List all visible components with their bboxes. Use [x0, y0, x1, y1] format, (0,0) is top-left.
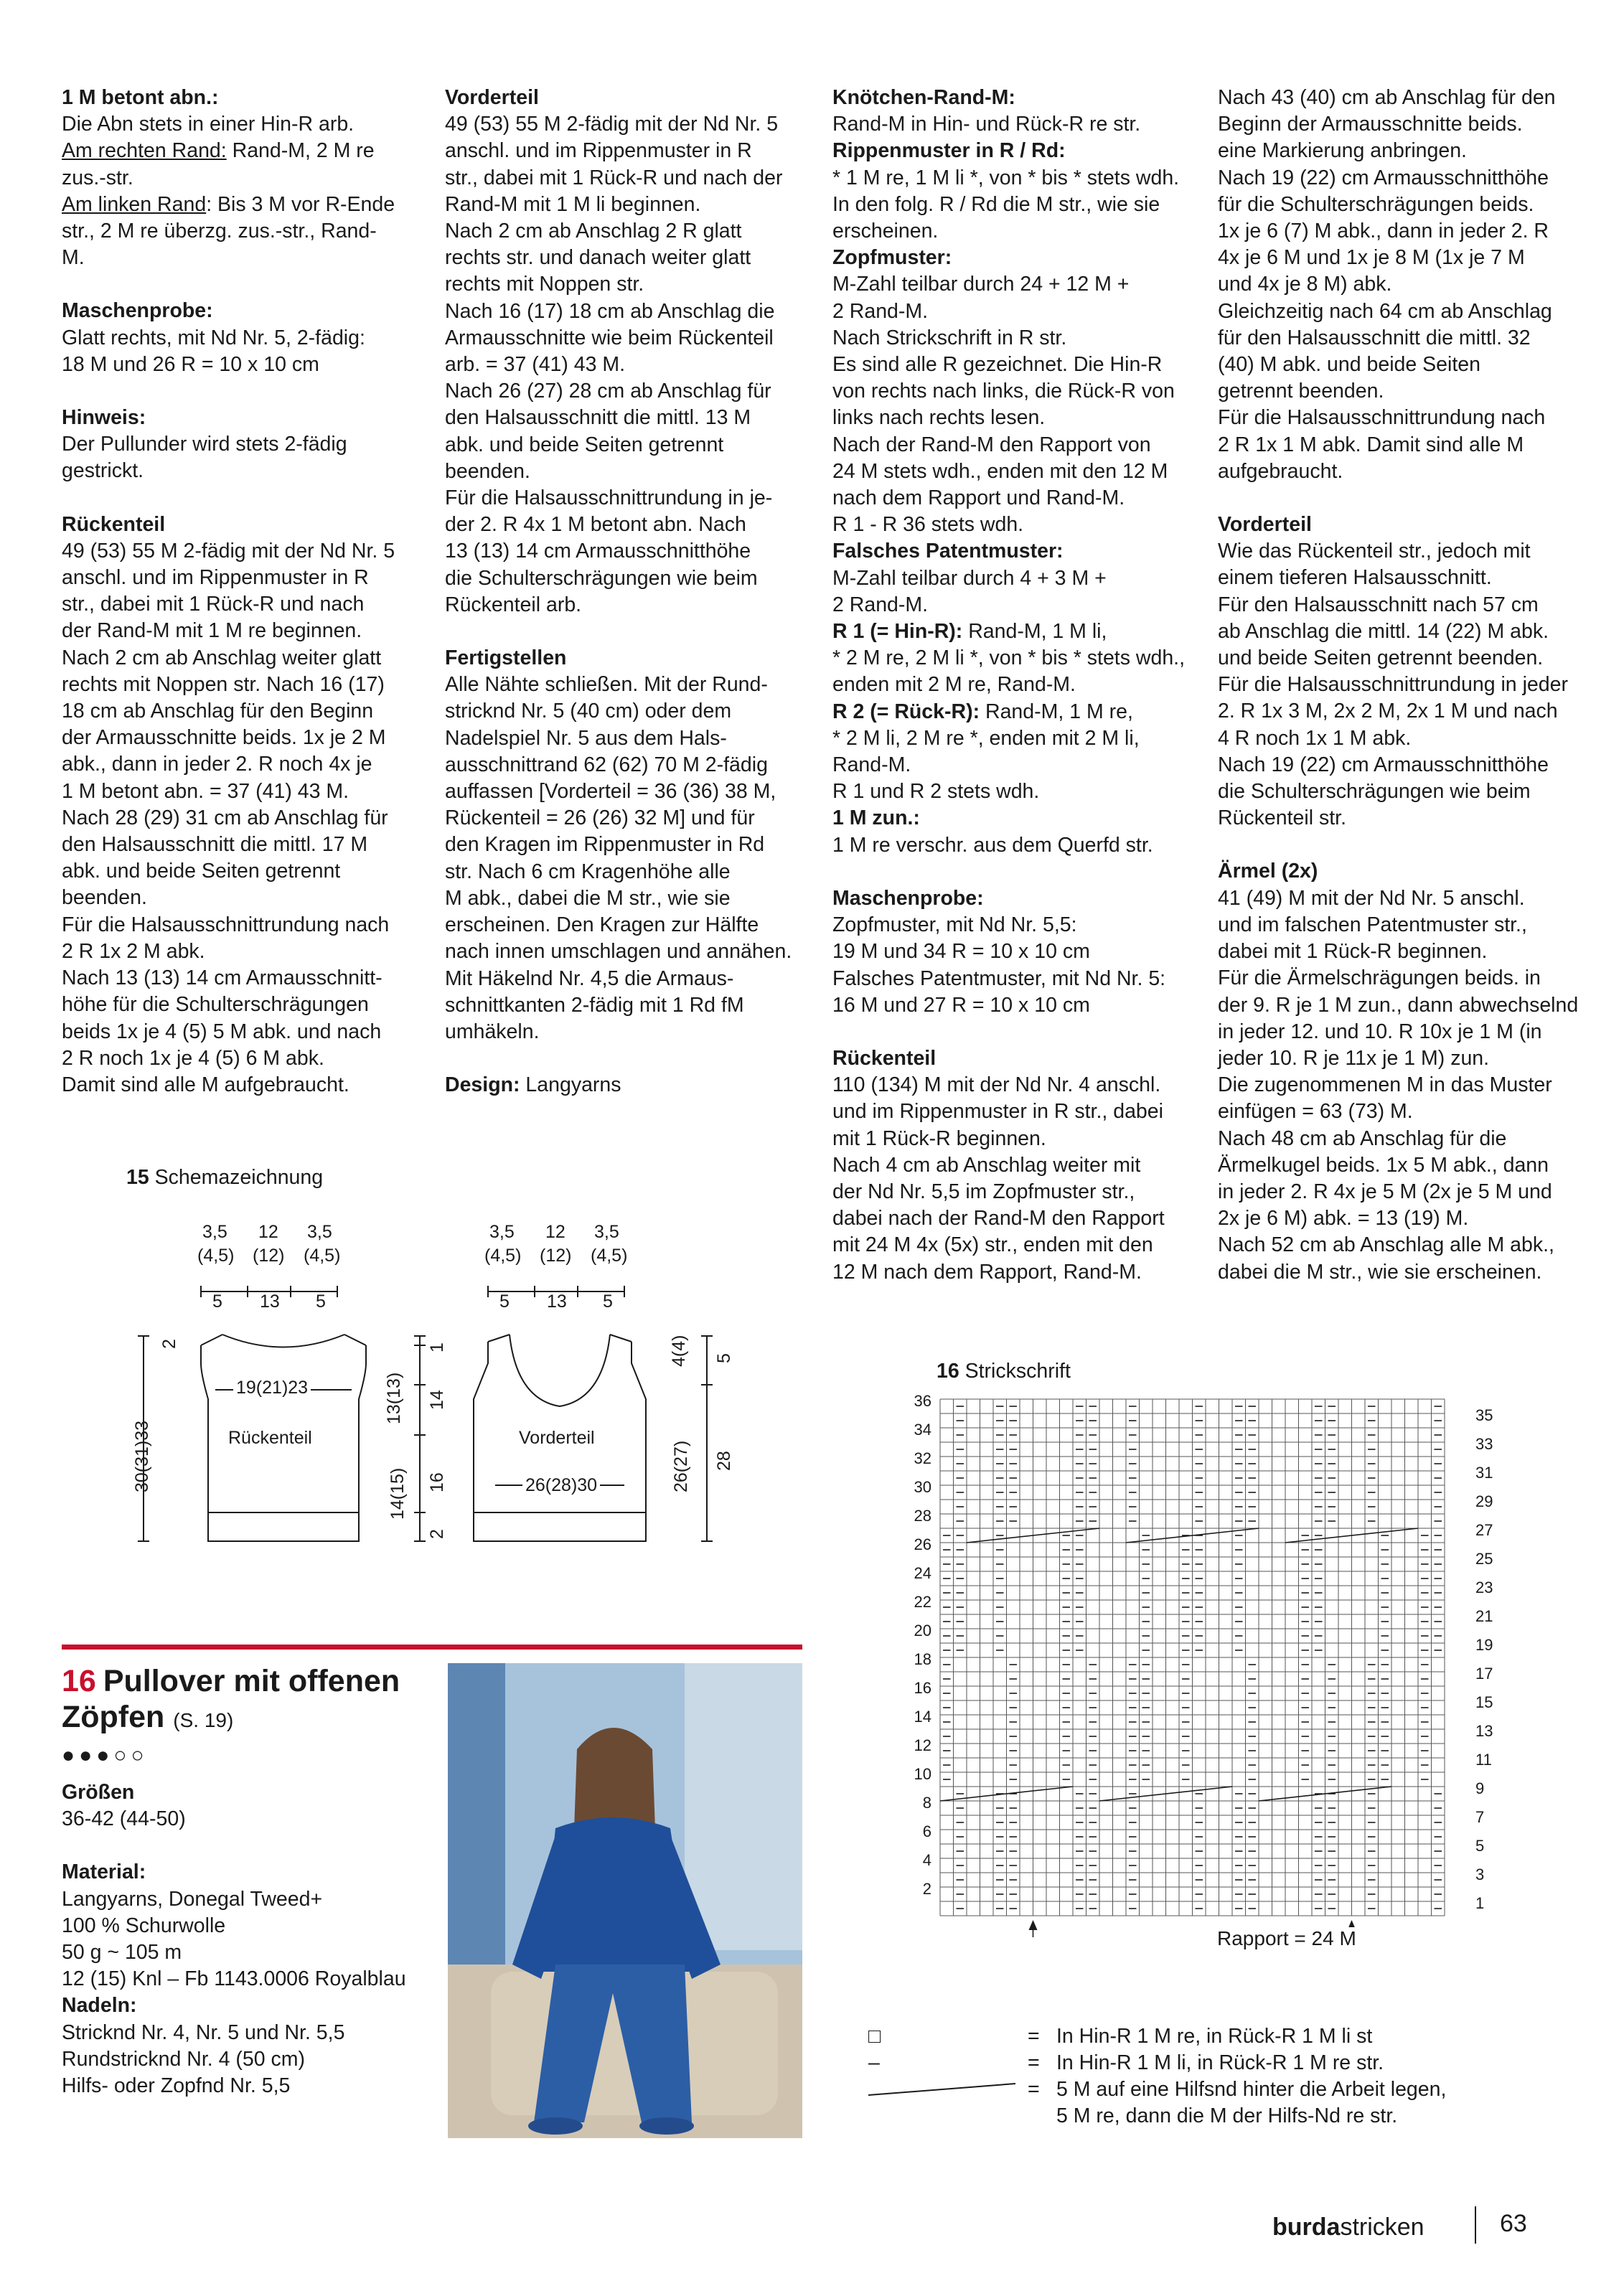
- line-text: den Halsausschnitt die mittl. 13 M: [445, 406, 751, 430]
- line-text: Rückenteil arb.: [445, 593, 582, 616]
- text-line: [62, 1966, 435, 1992]
- dim-label: 5: [714, 1353, 734, 1363]
- line-text: Rückenteil: [832, 1046, 937, 1070]
- line-text: Nadelspiel Nr. 5 aus dem Hals-: [445, 726, 727, 750]
- line-text: Nach 13 (13) 14 cm Armausschnitt-: [62, 966, 382, 990]
- product-photo: [448, 1663, 802, 2138]
- line-text: Armausschnitte wie beim Rückenteil: [445, 326, 774, 349]
- dim-label: (4,5): [484, 1246, 522, 1266]
- line-text: umhäkeln.: [445, 1020, 540, 1043]
- line-text: str., dabei mit 1 Rück-R und nach der: [445, 166, 783, 189]
- difficulty-rating: ●●●○○: [62, 1744, 149, 1767]
- line-text: Nach der Rand-M den Rapport von: [832, 433, 1151, 456]
- line-text: 41 (49) M mit der Nd Nr. 5 anschl.: [1218, 886, 1525, 910]
- line-text: rechts str. und danach weiter glatt: [445, 246, 751, 270]
- legend-text: 5 M auf eine Hilfsnd hinter die Arbeit legen,: [1056, 2078, 1447, 2101]
- line-text: gestrickt.: [62, 459, 144, 483]
- line-text: Gleichzeitig nach 64 cm ab Anschlag: [1218, 299, 1552, 323]
- row-number: 1: [1475, 1894, 1485, 1912]
- line-text: anschl. und im Rippenmuster in R: [445, 139, 752, 163]
- spacer: [62, 1832, 435, 1859]
- line-text: Nadeln:: [62, 1994, 137, 2018]
- row-number: 11: [1475, 1751, 1492, 1769]
- row-number: 4: [922, 1851, 931, 1869]
- dim-label: 5: [316, 1292, 326, 1312]
- line-text: 12 (15) Knl – Fb 1143.0006 Royalblau: [62, 1967, 406, 1991]
- knitting-chart: [933, 1392, 1471, 1937]
- row-number: 23: [1475, 1578, 1493, 1596]
- dim-label: 3,5: [307, 1222, 332, 1242]
- line-text: * 2 M li, 2 M re *, enden mit 2 M li,: [832, 726, 1140, 750]
- line-text: aufgebraucht.: [1218, 459, 1343, 483]
- line-text: dabei die M str., wie sie erscheinen.: [1218, 1260, 1542, 1284]
- line-text: 36-42 (44-50): [62, 1807, 186, 1831]
- line-text: abk. und beide Seiten getrennt: [445, 433, 724, 456]
- line-text: nach dem Rapport und Rand-M.: [832, 486, 1125, 510]
- line-text: 2 Rand-M.: [832, 299, 929, 323]
- rapport-label: Rapport = 24 M: [1213, 1927, 1361, 1950]
- line-text: erscheinen.: [832, 220, 939, 243]
- line-text: Glatt rechts, mit Nd Nr. 5, 2-fädig:: [62, 326, 365, 349]
- line-text: 1 M zun.:: [832, 806, 920, 830]
- line-text: M abk., dabei die M str., wie sie: [445, 886, 731, 910]
- line-text: Ärmel (2x): [1218, 860, 1318, 883]
- row-number: 29: [1475, 1492, 1493, 1510]
- page-number: 63: [1500, 2210, 1527, 2237]
- row-number: 16: [914, 1679, 931, 1697]
- line-text: 50 g ~ 105 m: [62, 1941, 182, 1965]
- dim-label: (12): [253, 1246, 285, 1266]
- row-number: 17: [1475, 1665, 1493, 1683]
- dim-label: (12): [540, 1246, 572, 1266]
- line-text: * 2 M re, 2 M li *, von * bis * stets wdh.,: [832, 646, 1186, 670]
- row-number: 18: [914, 1650, 931, 1668]
- row-number: 10: [914, 1765, 931, 1783]
- figure-15-caption: 15 Schemazeichnung: [126, 1166, 324, 1189]
- line-text: str., 2 M re überzg. zus.-str., Rand-M.: [62, 220, 377, 270]
- dim-label: 3,5: [202, 1222, 227, 1242]
- line-text: Die Abn stets in einer Hin-R arb.: [62, 113, 355, 136]
- legend-text: In Hin-R 1 M li, in Rück-R 1 M re str.: [1056, 2051, 1384, 2074]
- line-text: nach innen umschlagen und annähen.: [445, 940, 792, 964]
- line-text: Maschenprobe:: [832, 886, 984, 910]
- line-text: 49 (53) 55 M 2-fädig mit der Nd Nr. 5: [62, 539, 395, 563]
- line-text: abk. und beide Seiten getrennt: [62, 860, 341, 883]
- line-text: Vorderteil: [1218, 513, 1312, 537]
- line-text: höhe für die Schulterschrägungen: [62, 993, 369, 1017]
- legend-symbol: □: [868, 2025, 881, 2048]
- line-text: Rand-M mit 1 M li beginnen.: [445, 192, 701, 216]
- line-text: 12 M nach dem Rapport, Rand-M.: [832, 1260, 1142, 1284]
- dim-label: 2: [427, 1529, 447, 1539]
- line-text: Hinweis:: [62, 406, 146, 430]
- line-text: Nach 26 (27) 28 cm ab Anschlag für: [445, 380, 771, 403]
- line-text: Nach 2 cm ab Anschlag weiter glatt: [62, 646, 382, 669]
- dim-label: 3,5: [594, 1222, 619, 1242]
- row-number: 9: [1475, 1779, 1485, 1797]
- line-text: links nach rechts lesen.: [832, 406, 1046, 430]
- line-text: Rand-M, 2 M re: [226, 139, 375, 163]
- line-text: den Halsausschnitt die mittl. 17 M: [62, 833, 368, 857]
- text-line: [62, 1939, 435, 1966]
- line-text: Material:: [62, 1860, 146, 1884]
- line-text: und im Rippenmuster in R str., dabei: [832, 1100, 1163, 1124]
- text-line: [62, 2020, 435, 2046]
- line-text: auffassen [Vorderteil = 36 (36) 38 M,: [445, 780, 776, 804]
- row-number: 12: [914, 1736, 931, 1754]
- dim-label: 13: [260, 1292, 280, 1312]
- line-text: Nach 4 cm ab Anschlag weiter mit: [832, 1153, 1141, 1177]
- line-text: einem tieferen Halsausschnitt.: [1218, 566, 1492, 590]
- row-number: 15: [1475, 1693, 1493, 1711]
- line-text: Falsches Patentmuster:: [832, 540, 1064, 563]
- row-number: 27: [1475, 1521, 1493, 1539]
- line-text: Ärmelkugel beids. 1x 5 M abk., dann: [1218, 1153, 1549, 1177]
- line-text: str. Nach 6 cm Kragenhöhe alle: [445, 860, 731, 883]
- line-text: dabei mit 1 Rück-R beginnen.: [1218, 940, 1488, 964]
- legend-symbol: [868, 2076, 1026, 2105]
- dim-label: 2: [159, 1339, 179, 1349]
- row-number: 13: [1475, 1722, 1493, 1740]
- line-text: Rückenteil: [62, 512, 166, 536]
- line-text: Damit sind alle M aufgebraucht.: [62, 1073, 349, 1096]
- figure-16-caption: 16 Strickschrift: [937, 1360, 1071, 1383]
- dim-label: 13: [547, 1292, 567, 1312]
- row-number: 7: [1475, 1808, 1485, 1826]
- line-text: 2x je 6 M) abk. = 13 (19) M.: [1218, 1207, 1469, 1231]
- dim-label: 5: [212, 1292, 222, 1312]
- line-text: Größen: [62, 1781, 135, 1804]
- line-text: mit 24 M 4x (5x) str., enden mit den: [832, 1233, 1153, 1257]
- line-text: Rand-M in Hin- und Rück-R re str.: [832, 113, 1141, 136]
- line-text: 2 R 1x 2 M abk.: [62, 939, 205, 963]
- line-text: 18 M und 26 R = 10 x 10 cm: [62, 352, 319, 376]
- line-text: Wie das Rückenteil str., jedoch mit: [1218, 540, 1531, 563]
- line-text: der 9. R je 1 M zun., dann abwechselnd: [1218, 993, 1579, 1017]
- row-number: 2: [922, 1880, 931, 1898]
- line-text: Nach 19 (22) cm Armausschnitthöhe: [1218, 753, 1549, 776]
- line-text: jeder 10. R je 11x je 1 M) zun.: [1218, 1046, 1490, 1070]
- row-number: 33: [1475, 1435, 1493, 1453]
- row-number: 5: [1475, 1837, 1485, 1855]
- line-text: R 1 - R 36 stets wdh.: [832, 513, 1024, 537]
- footer-brand: burdastricken: [1272, 2213, 1424, 2241]
- line-text: Hilfs- oder Zopfnd Nr. 5,5: [62, 2074, 291, 2098]
- line-text: 4x je 6 M und 1x je 8 M (1x je 7 M: [1218, 246, 1525, 270]
- dim-label: (4,5): [304, 1246, 341, 1266]
- section-heading: [62, 1859, 435, 1886]
- line-text: stricknd Nr. 5 (40 cm) oder dem: [445, 700, 732, 723]
- line-text: Die zugenommenen M in das Muster: [1218, 1073, 1552, 1097]
- line-text: dabei nach der Rand-M den Rapport: [832, 1207, 1165, 1231]
- line-text: Mit Häkelnd Nr. 4,5 die Armaus-: [445, 966, 734, 990]
- dim-label: 5: [499, 1292, 510, 1312]
- line-text: ausschnittrand 62 (62) 70 M 2-fädig: [445, 753, 768, 776]
- row-number: 22: [914, 1593, 931, 1611]
- line-text: Für die Halsausschnittrundung nach: [1218, 406, 1546, 430]
- line-text: Knötchen-Rand-M:: [832, 86, 1015, 109]
- front-width-label: 26(28)30: [522, 1475, 600, 1496]
- line-text: 2. R 1x 3 M, 2x 2 M, 2x 1 M und nach: [1218, 700, 1558, 723]
- legend-equals: =: [1028, 2051, 1040, 2074]
- dim-label: 5: [603, 1292, 613, 1312]
- line-text: Vorderteil: [445, 86, 539, 109]
- line-text: beids 1x je 4 (5) 5 M abk. und nach: [62, 1020, 382, 1043]
- row-number: 32: [914, 1449, 931, 1467]
- line-text: Zopfmuster, mit Nd Nr. 5,5:: [832, 913, 1077, 937]
- line-text: zus.-str.: [62, 166, 133, 189]
- dim-label: 3,5: [489, 1222, 515, 1242]
- line-text: Nach 16 (17) 18 cm ab Anschlag die: [445, 299, 775, 323]
- line-text: (40) M abk. und beide Seiten: [1218, 353, 1480, 377]
- dim-label: (4,5): [591, 1246, 628, 1266]
- line-text: und 4x je 8 M) abk.: [1218, 273, 1392, 296]
- line-text: 1 M re verschr. aus dem Querfd str.: [832, 833, 1153, 857]
- dim-label: 12: [258, 1222, 278, 1242]
- line-text: 49 (53) 55 M 2-fädig mit der Nd Nr. 5: [445, 113, 779, 136]
- line-text: und im falschen Patentmuster str.,: [1218, 913, 1527, 936]
- section-heading: [62, 1779, 435, 1806]
- line-text: 24 M stets wdh., enden mit den 12 M: [832, 459, 1168, 483]
- line-text: für den Halsausschnitt die mittl. 32: [1218, 326, 1531, 349]
- line-text: 13 (13) 14 cm Armausschnitthöhe: [445, 540, 751, 563]
- dim-label: 14(15): [388, 1467, 408, 1520]
- row-number: 28: [914, 1507, 931, 1525]
- line-text: einfügen = 63 (73) M.: [1218, 1100, 1413, 1124]
- dim-label: 13(13): [384, 1372, 404, 1424]
- row-number: 25: [1475, 1550, 1493, 1568]
- line-text: 1x je 6 (7) M abk., dann in jeder 2. R: [1218, 220, 1549, 243]
- row-number: 34: [914, 1421, 931, 1439]
- line-text: 16 M und 27 R = 10 x 10 cm: [832, 993, 1090, 1017]
- line-text: Langyarns, Donegal Tweed+: [62, 1887, 323, 1911]
- line-text: 1 M betont abn.:: [62, 86, 219, 109]
- dim-label: 14: [427, 1390, 447, 1410]
- line-text: Für die Ärmelschrägungen beids. in: [1218, 966, 1541, 990]
- text-line: [62, 1886, 435, 1913]
- dim-label: (4,5): [197, 1246, 235, 1266]
- line-text: den Kragen im Rippenmuster in Rd: [445, 833, 765, 857]
- line-text: Falsches Patentmuster, mit Nd Nr. 5:: [832, 966, 1166, 990]
- line-text: rechts mit Noppen str.: [445, 273, 644, 296]
- line-text: * 1 M re, 1 M li *, von * bis * stets wdh.: [832, 166, 1180, 189]
- line-text: Stricknd Nr. 4, Nr. 5 und Nr. 5,5: [62, 2020, 345, 2044]
- line-text: Rand-M, 1 M re,: [980, 700, 1133, 723]
- line-text: Nach 28 (29) 31 cm ab Anschlag für: [62, 806, 388, 829]
- back-width-label: 19(21)23: [233, 1378, 311, 1398]
- row-number: 31: [1475, 1464, 1493, 1482]
- section-title: 16 Pullover mit offenen Zöpfen (S. 19): [62, 1664, 400, 1734]
- legend-symbol: –: [868, 2051, 880, 2074]
- line-text: Langyarns: [520, 1073, 621, 1097]
- line-text: in jeder 2. R 4x je 5 M (2x je 5 M und: [1218, 1180, 1552, 1203]
- line-text: 18 cm ab Anschlag für den Beginn: [62, 700, 374, 723]
- line-text: 110 (134) M mit der Nd Nr. 4 anschl.: [832, 1073, 1161, 1097]
- line-text: M-Zahl teilbar durch 24 + 12 M +: [832, 273, 1130, 296]
- line-text: 100 % Schurwolle: [62, 1914, 226, 1937]
- line-text: Rückenteil = 26 (26) 32 M] und für: [445, 806, 755, 830]
- row-number: 24: [914, 1564, 931, 1582]
- chart-grid: [940, 1399, 1445, 1916]
- line-text: schnittkanten 2-fädig mit 1 Rd fM: [445, 993, 744, 1017]
- line-text: die Schulterschrägungen wie beim: [1218, 780, 1531, 804]
- row-number: 20: [914, 1622, 931, 1639]
- line-text: : Bis 3 M vor R-Ende: [206, 192, 395, 216]
- line-text: Für die Halsausschnittrundung in je-: [445, 486, 773, 510]
- line-text: 1 M betont abn. = 37 (41) 43 M.: [62, 779, 349, 803]
- dim-label: 12: [545, 1222, 565, 1242]
- line-text: Fertigstellen: [445, 646, 567, 670]
- line-text: beenden.: [445, 459, 530, 483]
- line-text: Nach Strickschrift in R str.: [832, 326, 1067, 349]
- line-text: Für die Halsausschnittrundung in jeder: [1218, 673, 1568, 697]
- line-text: der 2. R 4x 1 M betont abn. Nach: [445, 513, 746, 537]
- back-piece-label: Rückenteil: [228, 1428, 312, 1448]
- line-text: getrennt beenden.: [1218, 380, 1384, 403]
- line-text: Beginn der Armausschnitte beids.: [1218, 113, 1523, 136]
- line-text: Nach 48 cm ab Anschlag für die: [1218, 1126, 1507, 1150]
- line-text: Nach 43 (40) cm ab Anschlag für den: [1218, 86, 1556, 109]
- row-number: 26: [914, 1535, 931, 1553]
- section-divider: [62, 1645, 802, 1650]
- line-text: Rand-M, 1 M li,: [962, 620, 1107, 644]
- section-heading: [62, 1992, 435, 2019]
- line-text: anschl. und im Rippenmuster in R: [62, 566, 369, 590]
- back-height-label: 30(31)33: [132, 1420, 152, 1492]
- line-text: Maschenprobe:: [62, 299, 213, 323]
- dim-label: 1: [427, 1342, 447, 1352]
- line-text: M-Zahl teilbar durch 4 + 3 M +: [832, 566, 1107, 590]
- line-text: in jeder 12. und 10. R 10x je 1 M (in: [1218, 1020, 1542, 1043]
- text-line: [62, 1913, 435, 1939]
- text-line: [62, 1806, 435, 1832]
- underlined-label: Am linken Rand: [62, 192, 207, 216]
- legend-equals: =: [1028, 2025, 1040, 2048]
- line-text: Rippenmuster in R / Rd:: [832, 139, 1066, 163]
- row-number: 6: [922, 1822, 931, 1840]
- line-text: Alle Nähte schließen. Mit der Rund-: [445, 673, 768, 697]
- legend-text: 5 M re, dann die M der Hilfs-Nd re str.: [1056, 2104, 1398, 2127]
- line-text: ab Anschlag die mittl. 14 (22) M abk.: [1218, 619, 1549, 643]
- row-number: 8: [922, 1794, 931, 1812]
- line-text: Für die Halsausschnittrundung nach: [62, 913, 390, 936]
- row-number: 14: [914, 1708, 931, 1726]
- line-text: Nach 19 (22) cm Armausschnitthöhe: [1218, 166, 1549, 189]
- line-text: abk., dann in jeder 2. R noch 4x je: [62, 753, 372, 776]
- text-line: [62, 2046, 435, 2073]
- line-text: Rand-M.: [832, 753, 911, 777]
- front-piece-label: Vorderteil: [519, 1428, 595, 1448]
- line-text: Rückenteil str.: [1218, 806, 1346, 830]
- line-text: 2 R noch 1x je 4 (5) 6 M abk.: [62, 1046, 324, 1070]
- row-number: 36: [914, 1392, 931, 1410]
- line-text: 4 R noch 1x 1 M abk.: [1218, 726, 1412, 750]
- legend-text: In Hin-R 1 M re, in Rück-R 1 M li st: [1056, 2025, 1373, 2048]
- footer-divider: [1475, 2206, 1476, 2244]
- bold-label: R 1 (= Hin-R):: [832, 620, 963, 644]
- line-text: 19 M und 34 R = 10 x 10 cm: [832, 940, 1090, 964]
- bold-label: Design:: [445, 1073, 520, 1097]
- line-text: Nach 2 cm ab Anschlag 2 R glatt: [445, 220, 742, 243]
- line-text: arb. = 37 (41) 43 M.: [445, 353, 626, 377]
- line-text: Es sind alle R gezeichnet. Die Hin-R: [832, 353, 1163, 377]
- line-text: Für den Halsausschnitt nach 57 cm: [1218, 593, 1539, 616]
- line-text: Rundstricknd Nr. 4 (50 cm): [62, 2047, 305, 2071]
- line-text: 2 Rand-M.: [832, 593, 929, 616]
- underlined-label: Am rechten Rand:: [62, 139, 227, 163]
- text-line: [62, 2073, 435, 2099]
- line-text: Der Pullunder wird stets 2-fädig: [62, 433, 347, 456]
- line-text: von rechts nach links, die Rück-R von: [832, 380, 1175, 403]
- bold-label: R 2 (= Rück-R):: [832, 700, 980, 723]
- line-text: Nach 52 cm ab Anschlag alle M abk.,: [1218, 1233, 1554, 1257]
- line-text: erscheinen. Den Kragen zur Hälfte: [445, 913, 759, 937]
- line-text: Zopfmuster:: [832, 246, 952, 270]
- line-text: eine Markierung anbringen.: [1218, 139, 1467, 163]
- line-text: die Schulterschrägungen wie beim: [445, 566, 758, 590]
- line-text: für die Schulterschrägungen beids.: [1218, 192, 1534, 216]
- line-text: der Rand-M mit 1 M re beginnen.: [62, 619, 362, 643]
- line-text: str., dabei mit 1 Rück-R und nach: [62, 593, 365, 616]
- line-text: mit 1 Rück-R beginnen.: [832, 1126, 1046, 1150]
- line-text: beenden.: [62, 886, 147, 910]
- legend-equals: =: [1028, 2078, 1040, 2101]
- line-text: und beide Seiten getrennt beenden.: [1218, 646, 1544, 670]
- line-text: enden mit 2 M re, Rand-M.: [832, 673, 1076, 697]
- line-text: R 1 und R 2 stets wdh.: [832, 780, 1040, 804]
- line-text: In den folg. R / Rd die M str., wie sie: [832, 192, 1160, 216]
- dim-label: 4(4): [669, 1335, 689, 1367]
- material-info: [62, 1779, 435, 2099]
- line-text: der Armausschnitte beids. 1x je 2 M: [62, 726, 386, 750]
- dim-label: 26(27): [671, 1440, 691, 1492]
- line-text: rechts mit Noppen str. Nach 16 (17): [62, 672, 385, 696]
- row-number: 21: [1475, 1607, 1493, 1625]
- row-number: 3: [1475, 1866, 1485, 1883]
- line-text: der Nd Nr. 5,5 im Zopfmuster str.,: [832, 1180, 1135, 1203]
- dim-label: 16: [427, 1472, 447, 1492]
- row-number: 30: [914, 1478, 931, 1496]
- row-number: 19: [1475, 1636, 1493, 1654]
- dim-label: 28: [714, 1451, 734, 1471]
- row-number: 35: [1475, 1406, 1493, 1424]
- line-text: 2 R 1x 1 M abk. Damit sind alle M: [1218, 433, 1524, 456]
